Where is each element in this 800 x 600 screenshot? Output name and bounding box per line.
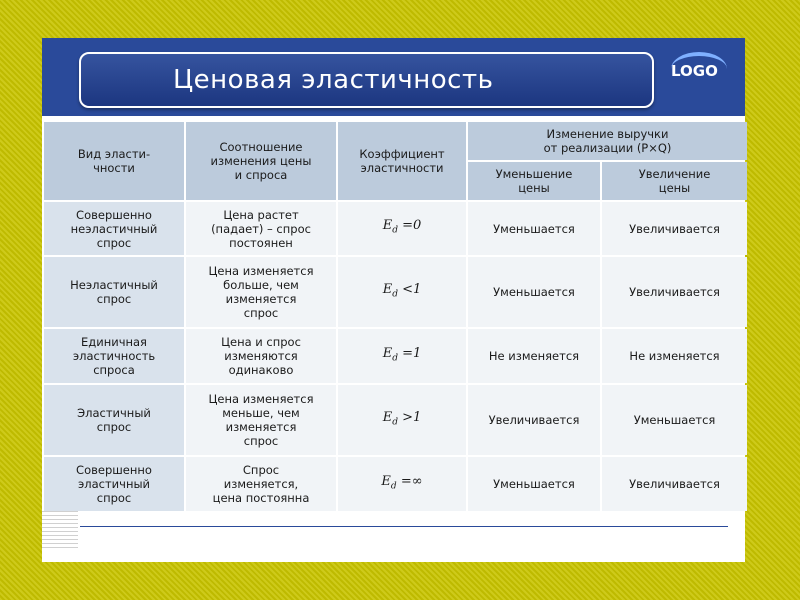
- row-type: Совершенно эластичный спрос: [44, 457, 184, 511]
- row-coefficient: $E_d =0$: [338, 202, 466, 255]
- header-ratio: Соотношение изменения цены и спроса: [186, 122, 336, 200]
- header-type: Вид эласти- чности: [44, 122, 184, 200]
- row-ratio: Спрос изменяется, цена постоянна: [186, 457, 336, 511]
- row-price-down: Уменьшается: [468, 257, 600, 327]
- table-row: [44, 385, 747, 455]
- row-price-up: Не изменяется: [602, 329, 747, 383]
- row-price-up: Увеличивается: [602, 257, 747, 327]
- row-price-down: Уменьшается: [468, 202, 600, 255]
- bottom-divider: [80, 526, 728, 527]
- row-price-up: Уменьшается: [602, 385, 747, 455]
- header-revenue: Изменение выручки от реализации (P×Q): [468, 122, 747, 160]
- row-coefficient: $E_d =1$: [338, 329, 466, 383]
- row-coefficient: $E_d <1$: [338, 257, 466, 327]
- row-coefficient: $E_d >1$: [338, 385, 466, 455]
- row-ratio: Цена изменяется меньше, чем изменяется спрос: [186, 385, 336, 455]
- row-ratio: Цена растет (падает) – спрос постоянен: [186, 202, 336, 255]
- row-ratio: Цена изменяется больше, чем изменяется спрос: [186, 257, 336, 327]
- header-coefficient: Коэффициент эластичности: [338, 122, 466, 200]
- row-price-down: Увеличивается: [468, 385, 600, 455]
- slide: [42, 38, 745, 562]
- row-price-down: Не изменяется: [468, 329, 600, 383]
- table-row: [44, 457, 747, 511]
- row-ratio: Цена и спрос изменяются одинаково: [186, 329, 336, 383]
- table-row: [44, 257, 747, 327]
- table-row: [44, 202, 747, 255]
- logo: [665, 46, 735, 106]
- row-type: Совершенно неэластичный спрос: [44, 202, 184, 255]
- table-row: [44, 329, 747, 383]
- row-type: Единичная эластичность спроса: [44, 329, 184, 383]
- decorative-dots: [42, 508, 78, 548]
- row-type: Неэластичный спрос: [44, 257, 184, 327]
- elasticity-table: [42, 120, 749, 513]
- row-coefficient: $E_d$ =∞: [338, 457, 466, 511]
- header-price-up: Увеличение цены: [602, 162, 747, 200]
- slide-title: Ценовая эластичность: [79, 52, 654, 108]
- elasticity-table-wrap: [42, 120, 745, 513]
- row-type: Эластичный спрос: [44, 385, 184, 455]
- logo-text: LOGO: [671, 62, 718, 80]
- row-price-up: Увеличивается: [602, 457, 747, 511]
- row-price-up: Увеличивается: [602, 202, 747, 255]
- header-price-down: Уменьшение цены: [468, 162, 600, 200]
- row-price-down: Уменьшается: [468, 457, 600, 511]
